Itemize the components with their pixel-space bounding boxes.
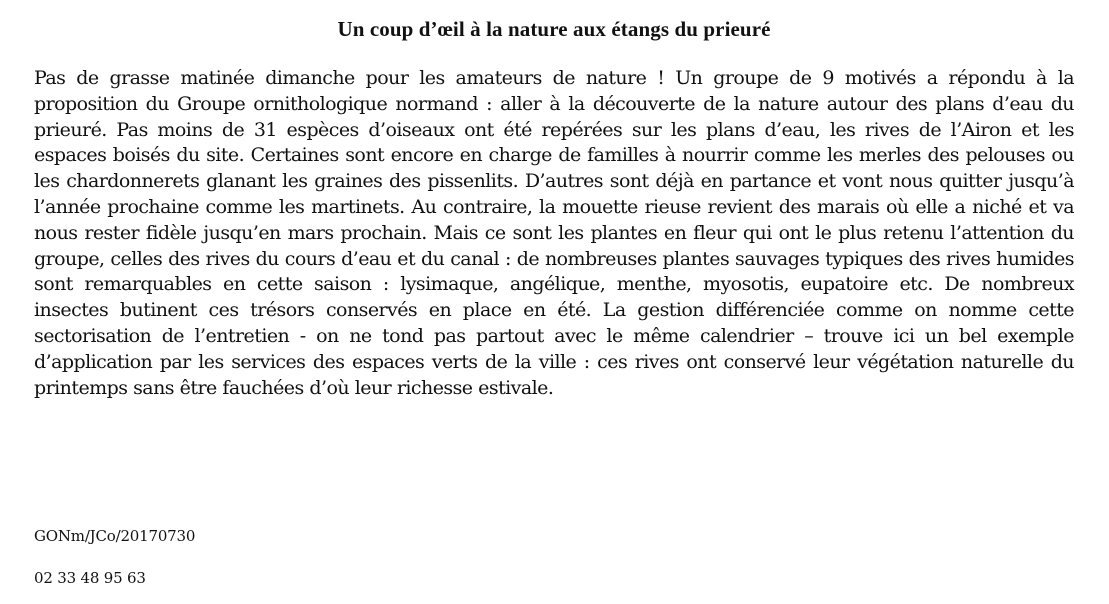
document-page [34, 14, 1074, 587]
article-body: Pas de grasse matinée dimanche pour les amateurs de nature ! Un groupe de 9 motivés a répondu à la proposition du Groupe ornithologique normand : aller à la découverte de la nature autour des plans d’eau du prieuré. Pas moins de 31 espèces d’oiseaux ont été repérées sur les plans d’eau, les rives de l’Airon et les espaces boisés du site. Certaines sont encore en charge de familles à nourrir comme les merles des pelouses ou les chardonnerets glanant les graines des pissenlits. D’autres sont déjà en partance et vont nous quitter jusqu’à l’année prochaine comme les martinets. Au contraire, la mouette rieuse revient des marais où elle a niché et va nous rester fidèle jusqu’en mars prochain. Mais ce sont les plantes en fleur qui ont le plus retenu l’attention du groupe, celles des rives du cours d’eau et du canal : de nombreuses plantes sauvages typiques des rives humides sont remarquables en cette saison : lysimaque, angélique, menthe, myosotis, eupatoire etc. De nombreux insectes butinent ces trésors conservés en place en été. La gestion différenciée comme on nomme cette sectorisation de l’entretien - on ne tond pas partout avec le même calendrier – trouve ici un bel exemple d’application par les services des espaces verts de la ville : ces rives ont conservé leur végétation naturelle du printemps sans être fauchées d’où leur richesse estivale. [34, 67, 1074, 399]
article-title: Un coup d’œil à la nature aux étangs du prieuré [337, 17, 771, 41]
phone-number: 02 33 48 95 63 [34, 569, 146, 587]
reference-code: GONm/JCo/20170730 [34, 527, 196, 545]
